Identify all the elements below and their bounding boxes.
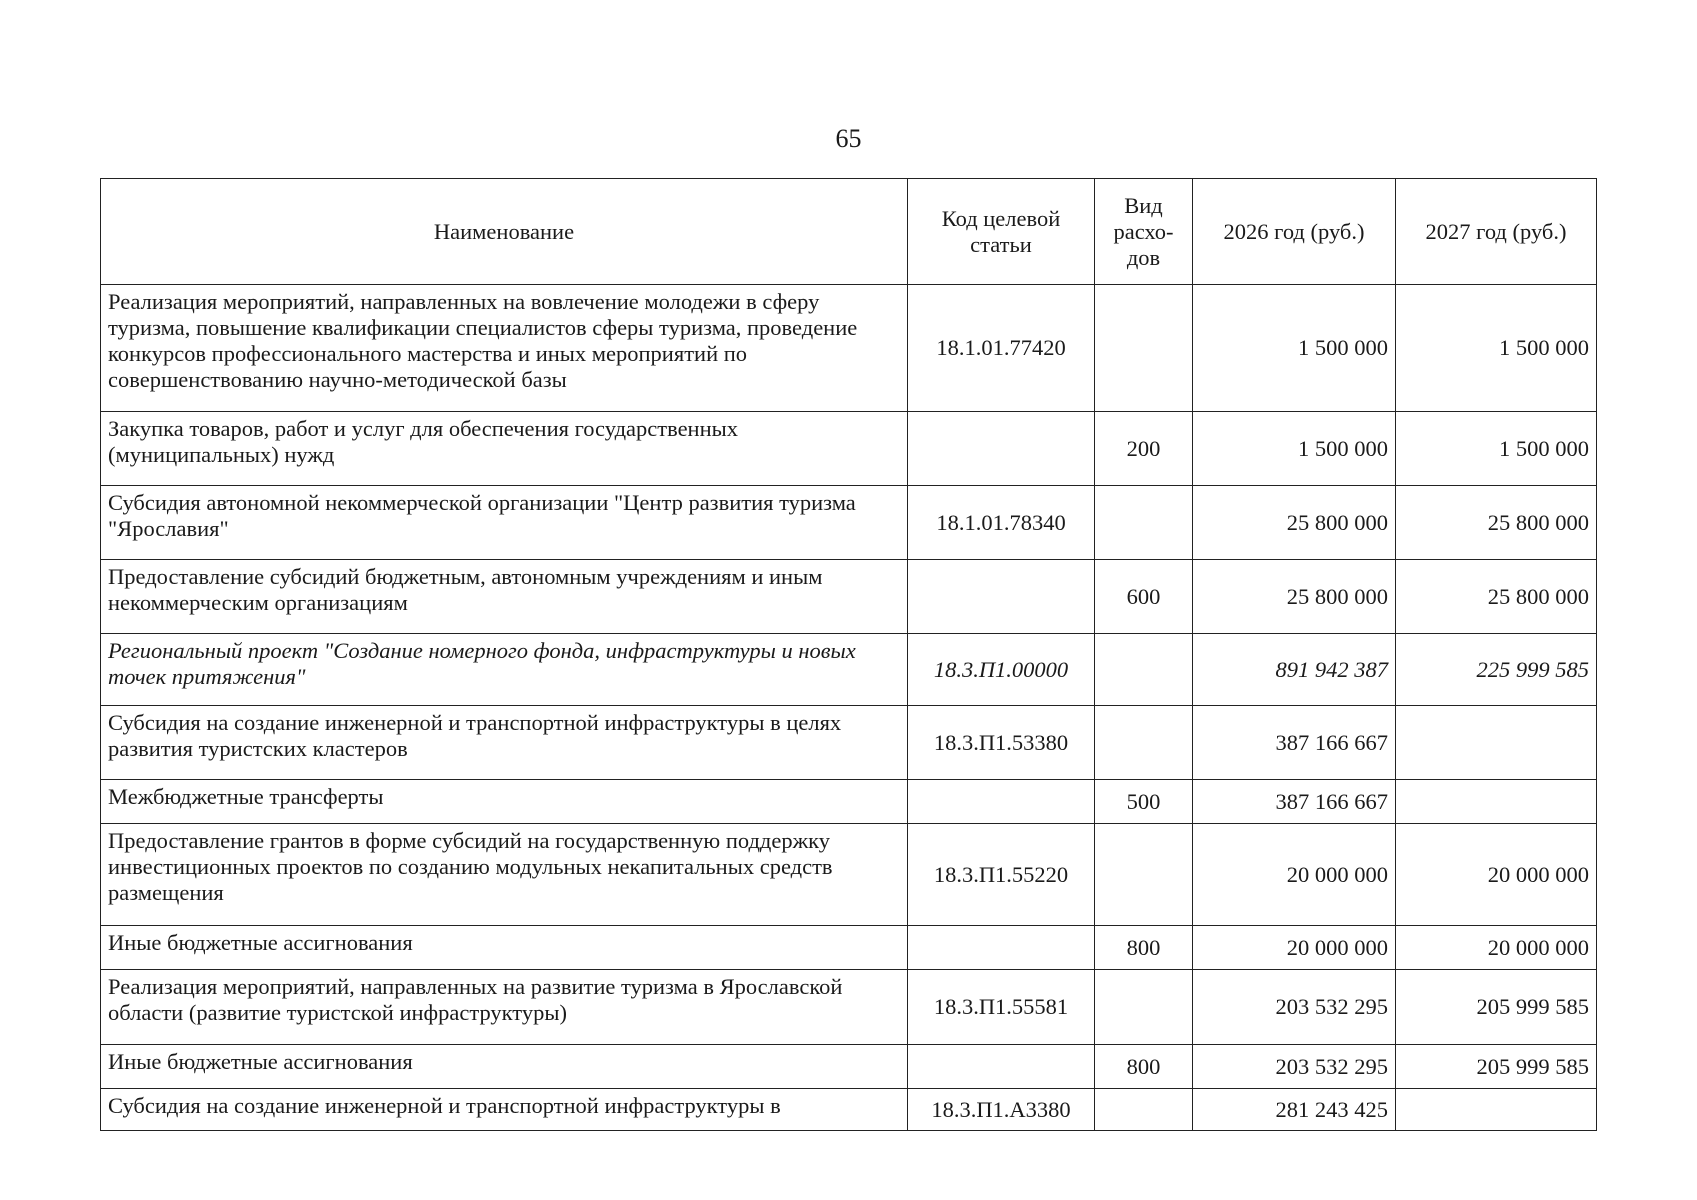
row-2027 <box>1396 1089 1597 1131</box>
row-name: Субсидия на создание инженерной и транспортной инфраструктуры в целях развития туристских кластеров <box>101 706 908 780</box>
row-type: 800 <box>1095 926 1193 970</box>
row-type <box>1095 1089 1193 1131</box>
row-2026: 387 166 667 <box>1193 706 1396 780</box>
table-row <box>101 486 1597 560</box>
row-code: 18.3.П1.00000 <box>908 634 1095 706</box>
row-2026: 25 800 000 <box>1193 486 1396 560</box>
row-type <box>1095 706 1193 780</box>
row-name: Иные бюджетные ассигнования <box>101 926 908 970</box>
table-row <box>101 412 1597 486</box>
row-type: 800 <box>1095 1045 1193 1089</box>
row-2027: 1 500 000 <box>1396 285 1597 412</box>
row-type: 500 <box>1095 780 1193 824</box>
row-2027: 1 500 000 <box>1396 412 1597 486</box>
row-2027 <box>1396 780 1597 824</box>
row-2026: 20 000 000 <box>1193 824 1396 926</box>
row-2026: 281 243 425 <box>1193 1089 1396 1131</box>
row-name: Субсидия на создание инженерной и транспортной инфраструктуры в <box>101 1089 908 1131</box>
row-2026: 203 532 295 <box>1193 1045 1396 1089</box>
row-name: Реализация мероприятий, направленных на развитие туризма в Ярославской области (развитие туристской инфраструктуры) <box>101 970 908 1045</box>
row-2027 <box>1396 706 1597 780</box>
row-code <box>908 780 1095 824</box>
table-row <box>101 1089 1597 1131</box>
row-name: Предоставление субсидий бюджетным, автономным учреждениям и иным некоммерческим организациям <box>101 560 908 634</box>
row-name: Закупка товаров, работ и услуг для обеспечения государственных (муниципальных) нужд <box>101 412 908 486</box>
table-row <box>101 780 1597 824</box>
row-2026: 25 800 000 <box>1193 560 1396 634</box>
row-code: 18.3.П1.55220 <box>908 824 1095 926</box>
page-number: 65 <box>835 124 862 153</box>
row-2026: 20 000 000 <box>1193 926 1396 970</box>
row-type: 200 <box>1095 412 1193 486</box>
header-type: Вид расхо-дов <box>1095 179 1193 285</box>
row-code <box>908 926 1095 970</box>
row-name: Региональный проект "Создание номерного фонда, инфраструктуры и новых точек притяжения" <box>101 634 908 706</box>
header-2026: 2026 год (руб.) <box>1193 179 1396 285</box>
row-2026: 1 500 000 <box>1193 285 1396 412</box>
row-2027: 25 800 000 <box>1396 486 1597 560</box>
row-2027: 205 999 585 <box>1396 1045 1597 1089</box>
header-code: Код целевой статьи <box>908 179 1095 285</box>
row-2027: 225 999 585 <box>1396 634 1597 706</box>
row-2026: 891 942 387 <box>1193 634 1396 706</box>
row-2027: 25 800 000 <box>1396 560 1597 634</box>
row-code <box>908 412 1095 486</box>
table-row <box>101 560 1597 634</box>
row-name: Межбюджетные трансферты <box>101 780 908 824</box>
row-code <box>908 1045 1095 1089</box>
row-code: 18.3.П1.А3380 <box>908 1089 1095 1131</box>
row-name: Реализация мероприятий, направленных на вовлечение молодежи в сферу туризма, повышение квалификации специалистов сферы туризма, проведение конкурсов профессионального мастерства и иных мероприятий по совершенствованию научно-методической базы <box>101 285 908 412</box>
table-row <box>101 285 1597 412</box>
row-type: 600 <box>1095 560 1193 634</box>
table-row-regional-project <box>101 634 1597 706</box>
row-code: 18.3.П1.53380 <box>908 706 1095 780</box>
row-2027: 205 999 585 <box>1396 970 1597 1045</box>
row-type <box>1095 285 1193 412</box>
table-row <box>101 824 1597 926</box>
budget-table <box>100 178 1597 1131</box>
table-row <box>101 926 1597 970</box>
row-2027: 20 000 000 <box>1396 926 1597 970</box>
row-name: Иные бюджетные ассигнования <box>101 1045 908 1089</box>
row-2026: 387 166 667 <box>1193 780 1396 824</box>
row-type <box>1095 970 1193 1045</box>
table-row <box>101 970 1597 1045</box>
row-code: 18.1.01.78340 <box>908 486 1095 560</box>
table-header-row <box>101 179 1597 285</box>
row-code: 18.3.П1.55581 <box>908 970 1095 1045</box>
row-code: 18.1.01.77420 <box>908 285 1095 412</box>
header-2027: 2027 год (руб.) <box>1396 179 1597 285</box>
row-name: Субсидия автономной некоммерческой организации "Центр развития туризма "Ярославия" <box>101 486 908 560</box>
row-type <box>1095 634 1193 706</box>
row-2026: 203 532 295 <box>1193 970 1396 1045</box>
row-2026: 1 500 000 <box>1193 412 1396 486</box>
row-type <box>1095 824 1193 926</box>
row-2027: 20 000 000 <box>1396 824 1597 926</box>
table-row <box>101 1045 1597 1089</box>
row-name: Предоставление грантов в форме субсидий на государственную поддержку инвестиционных проектов по созданию модульных некапитальных средств размещения <box>101 824 908 926</box>
row-type <box>1095 486 1193 560</box>
header-name: Наименование <box>101 179 908 285</box>
table-row <box>101 706 1597 780</box>
row-code <box>908 560 1095 634</box>
